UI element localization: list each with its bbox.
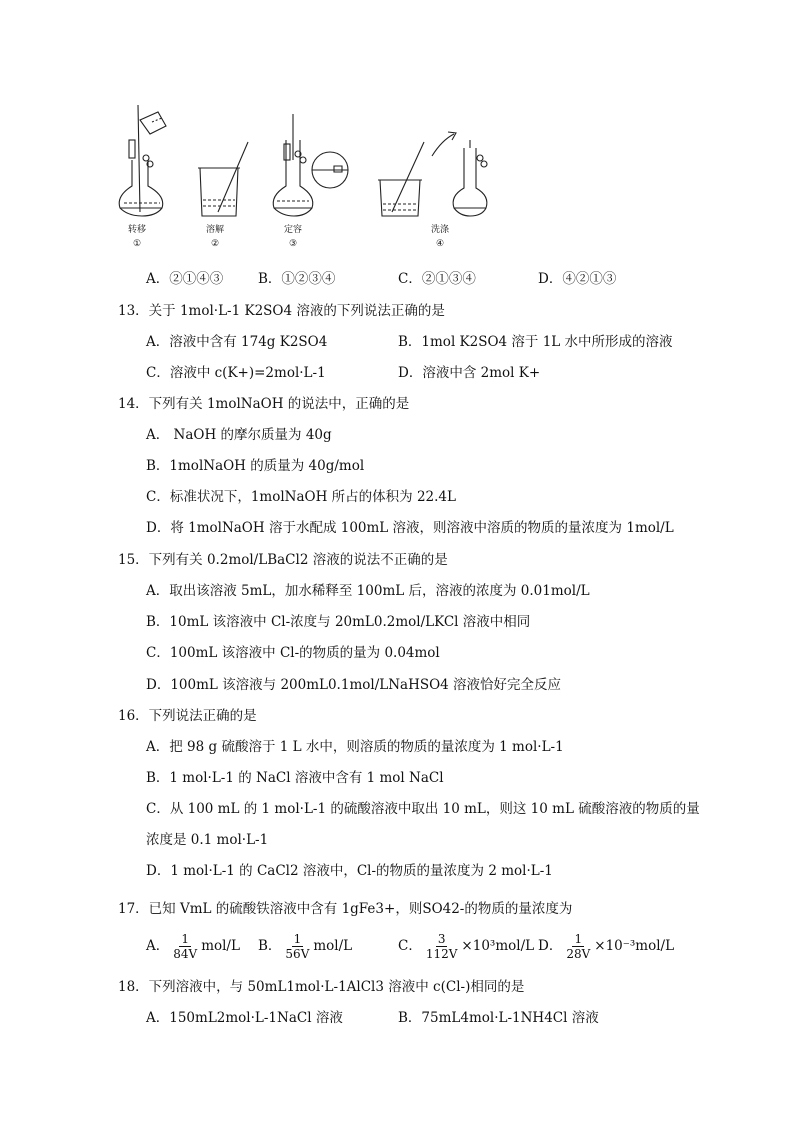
q17-option-d: D． $\frac{1}{28V}$ ×10⁻³mol/L — [538, 932, 675, 961]
q17-d-fraction: $\frac{1}{28V}$ — [566, 932, 591, 961]
q18-option-b: B．75mL4mol·L-1NH4Cl 溶液 — [398, 1010, 599, 1026]
q17-a-fraction: $\frac{1}{84V}$ — [173, 932, 198, 961]
q13-option-b: B．1mol K2SO4 溶于 1L 水中所形成的溶液 — [398, 334, 673, 350]
fixvolume-apparatus — [273, 114, 348, 216]
q15-option-d: D．100mL 该溶液与 200mL0.1mol/LNaHSO4 溶液恰好完全反应 — [146, 677, 562, 693]
q14-stem: 14．下列有关 1molNaOH 的说法中，正确的是 — [118, 396, 410, 412]
q14-option-b: B．1molNaOH 的质量为 40g/mol — [146, 458, 365, 474]
q14-option-d: D．将 1molNaOH 溶于水配成 100mL 溶液，则溶液中溶质的物质的量浓度为 1mol/L — [146, 520, 674, 536]
q18-option-a: A．150mL2mol·L-1NaCl 溶液 — [146, 1010, 343, 1026]
q16-option-d: D．1 mol·L-1 的 CaCl2 溶液中，Cl-的物质的量浓度为 2 mol·L-1 — [146, 863, 553, 879]
step-2-caption — [185, 225, 245, 250]
q15-option-b: B．10mL 该溶液中 Cl-浓度与 20mL0.2mol/LKCl 溶液中相同 — [146, 614, 531, 630]
q17-c-fraction: $\frac{3}{112V}$ — [425, 932, 458, 961]
step-2-label: 溶解 — [205, 225, 224, 235]
q17-option-c: C． $\frac{3}{112V}$ ×10³mol/L — [398, 932, 535, 961]
q16-option-b: B．1 mol·L-1 的 NaCl 溶液中含有 1 mol NaCl — [146, 770, 444, 786]
q17-b-fraction: $\frac{1}{56V}$ — [285, 932, 310, 961]
step-1-label: 转移 — [127, 225, 146, 235]
q14-option-a: A． NaOH 的摩尔质量为 40g — [146, 427, 332, 443]
q12-option-c: C．②①③④ — [398, 271, 476, 287]
q18-stem: 18．下列溶液中，与 50mL1mol·L-1AlCl3 溶液中 c(Cl-)相同的是 — [118, 979, 525, 995]
q16-option-c-line2: 浓度是 0.1 mol·L-1 — [146, 832, 269, 848]
dissolve-apparatus — [198, 142, 248, 216]
step-2-num: ② — [210, 239, 220, 249]
q13-option-a: A．溶液中含有 174g K2SO4 — [146, 334, 328, 350]
step-3-num: ③ — [288, 239, 298, 249]
q12-option-d: D．④②①③ — [538, 271, 617, 287]
transfer-apparatus — [119, 105, 166, 216]
step-4-num: ④ — [435, 239, 445, 249]
step-4-caption — [410, 225, 470, 250]
q12-option-b: B．①②③④ — [258, 271, 336, 287]
q17-option-b: B． $\frac{1}{56V}$ mol/L — [258, 932, 353, 961]
step-4-label: 洗涤 — [430, 225, 449, 235]
q13-option-c: C．溶液中 c(K+)=2mol·L-1 — [146, 365, 326, 381]
q14-option-c: C．标准状况下，1molNaOH 所占的体积为 22.4L — [146, 489, 456, 505]
q15-stem: 15．下列有关 0.2mol/LBaCl2 溶液的说法不正确的是 — [118, 552, 448, 568]
q17-stem: 17．已知 VmL 的硫酸铁溶液中含有 1gFe3+，则SO42-的物质的量浓度为 — [118, 901, 573, 917]
q16-option-c-line1: C．从 100 mL 的 1 mol·L-1 的硫酸溶液中取出 10 mL，则这 10 mL 硫酸溶液的物质的量 — [146, 801, 700, 817]
q15-option-a: A．取出该溶液 5mL，加水稀释至 100mL 后，溶液的浓度为 0.01mol/L — [146, 583, 590, 599]
q16-stem: 16．下列说法正确的是 — [118, 708, 257, 724]
wash-apparatus — [378, 132, 487, 216]
step-1-num: ① — [132, 239, 142, 249]
q16-option-a: A．把 98 g 硫酸溶于 1 L 水中，则溶质的物质的量浓度为 1 mol·L-1 — [146, 739, 564, 755]
step-1-caption — [107, 225, 167, 250]
q13-option-d: D．溶液中含 2mol K+ — [398, 365, 541, 381]
q15-option-c: C．100mL 该溶液中 Cl-的物质的量为 0.04mol — [146, 645, 440, 661]
step-3-label: 定容 — [283, 225, 302, 235]
q13-stem: 13．关于 1mol·L-1 K2SO4 溶液的下列说法正确的是 — [118, 303, 445, 319]
q12-option-a: A．②①④③ — [146, 271, 224, 287]
q17-option-a: A． $\frac{1}{84V}$ mol/L — [146, 932, 240, 961]
step-3-caption — [263, 225, 323, 250]
